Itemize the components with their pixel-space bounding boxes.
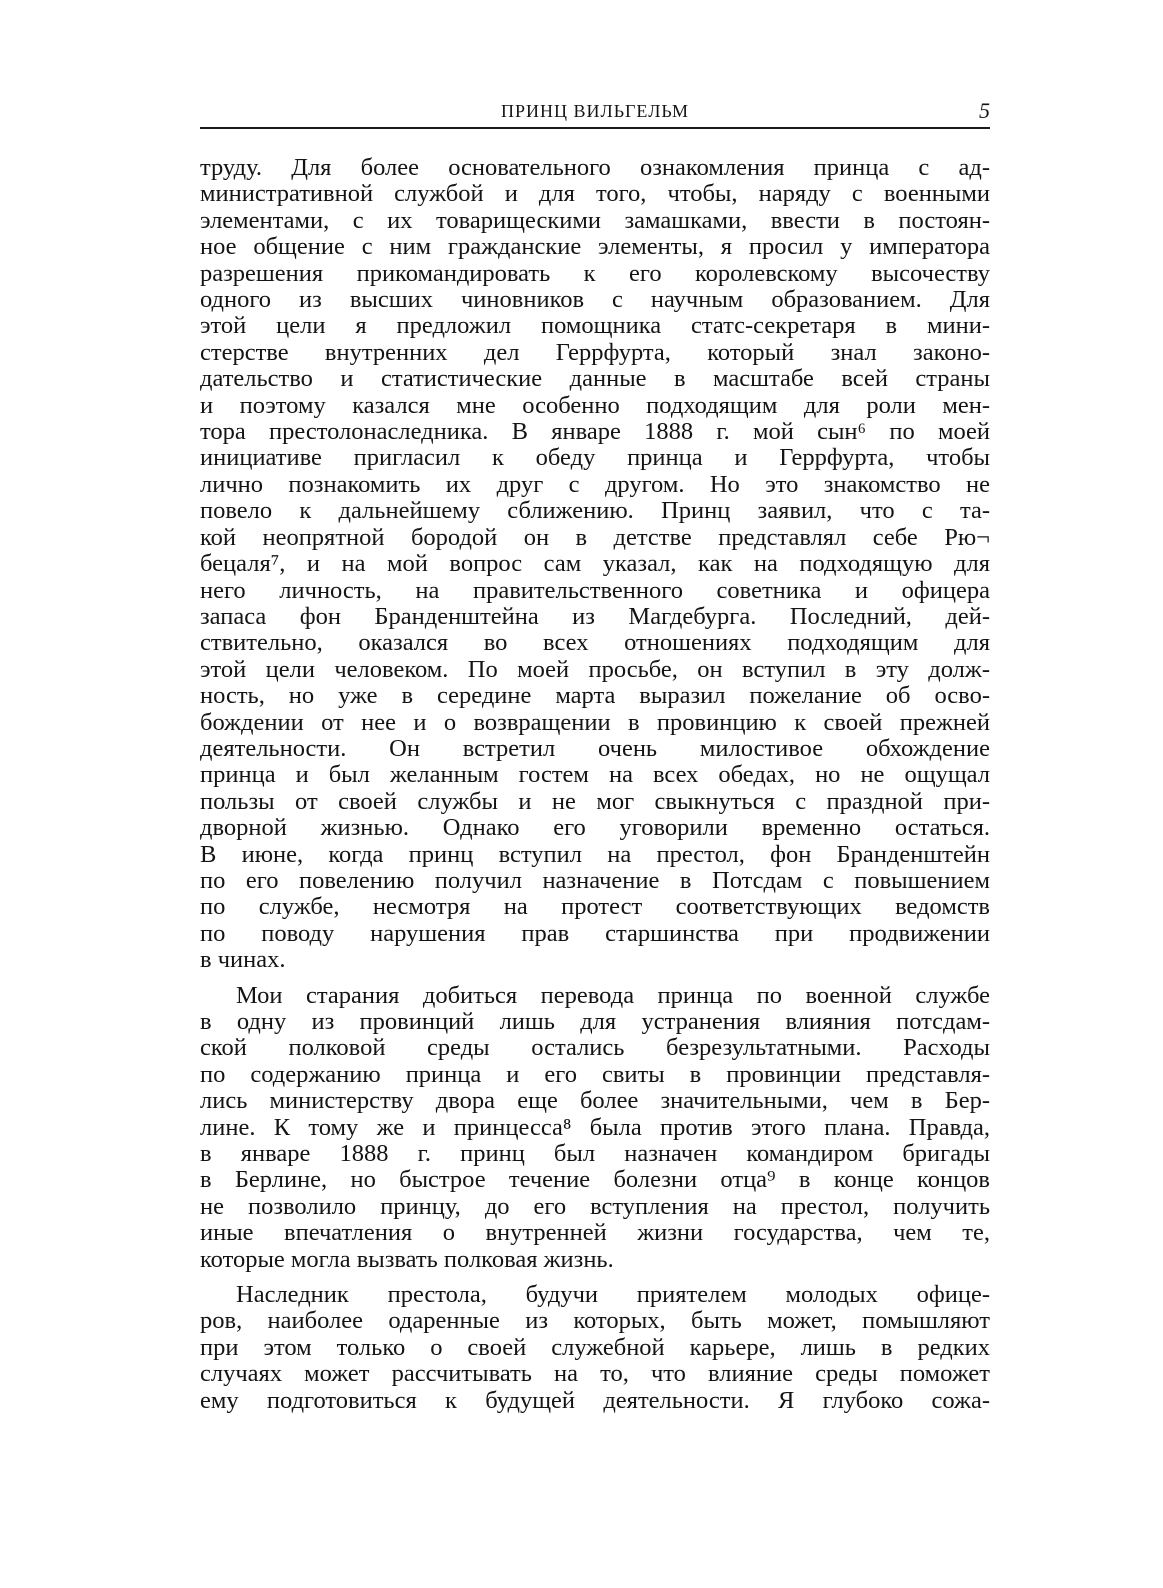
page-number: 5 (979, 98, 990, 123)
text-line: в одну из провинций лишь для устранения влияния потсдам- (200, 1008, 990, 1035)
text-line: него личность, на правительственного советника и офицера (200, 576, 990, 604)
running-title: ПРИНЦ ВИЛЬГЕЛЬМ (500, 101, 690, 121)
text-line: Мои старания добиться перевода принца по военной службе (236, 981, 990, 1009)
text-line: и поэтому казался мне особенно подходящим для роли мен- (200, 391, 990, 419)
text-line: по службе, несмотря на протест соответствующих ведомств (200, 893, 990, 921)
text-line: ное общение с ним гражданские элементы, я просил у императора (200, 233, 990, 261)
text-line: ской полковой среды остались безрезультатными. Расходы (200, 1034, 990, 1062)
text-line: ему подготовиться к будущей деятельности. Я глубоко сожа- (200, 1386, 990, 1414)
text-line: по поводу нарушения прав старшинства при продвижении (200, 919, 990, 947)
text-line: министративной службой и для того, чтобы, наряду с военными (200, 180, 990, 208)
text-line: лись министерству двора еще более значительными, чем в Бер- (200, 1087, 990, 1115)
text-line: В июне, когда принц вступил на престол, фон Бранденштейн (200, 840, 990, 868)
text-line: случаях может рассчитывать на то, что влияние среды поможет (200, 1360, 990, 1388)
header-rule (200, 127, 990, 129)
text-line: деятельности. Он встретил очень милостивое обхождение (200, 734, 990, 762)
text-line: дворной жизнью. Однако его уговорили временно остаться. (200, 814, 990, 842)
text-line: в Берлине, но быстрое течение болезни отца⁹ в конце концов (200, 1166, 990, 1194)
running-head (200, 98, 990, 128)
body-text (200, 155, 990, 1423)
text-line: этой цели я предложил помощника статс-секретаря в мини- (200, 312, 990, 340)
text-line: стерстве внутренних дел Геррфурта, который знал законо- (200, 338, 990, 366)
text-line: которые могла вызвать полковая жизнь. (200, 1245, 614, 1273)
text-line: в январе 1888 г. принц был назначен командиром бригады (200, 1140, 990, 1168)
paragraph-3 (200, 1282, 990, 1414)
paragraph-1 (200, 155, 990, 974)
text-line: ров, наиболее одаренные из которых, быть может, помышляют (200, 1307, 990, 1335)
text-line: при этом только о своей служебной карьере, лишь в редких (200, 1333, 990, 1361)
text-line: бождении от нее и о возвращении в провинцию к своей прежней (200, 708, 990, 736)
text-line: Наследник престола, будучи приятелем молодых офице- (236, 1281, 990, 1309)
paragraph-2 (200, 983, 990, 1273)
text-line: инициативе пригласил к обеду принца и Геррфурта, чтобы (200, 444, 990, 472)
text-line: одного из высших чиновников с научным образованием. Для (200, 286, 990, 314)
text-line: принца и был желанным гостем на всех обедах, но не ощущал (200, 761, 990, 789)
text-line: запаса фон Бранденштейна из Магдебурга. Последний, дей- (200, 602, 990, 630)
text-line: по его повелению получил назначение в Потсдам с повышением (200, 866, 990, 894)
text-line: элементами, с их товарищескими замашками, ввести в постоян- (200, 206, 990, 234)
text-line: по содержанию принца и его свиты в провинции представля- (200, 1060, 990, 1088)
text-line: кой неопрятной бородой он в детстве представлял себе Рю¬ (200, 523, 990, 551)
text-line: дательство и статистические данные в масштабе всей страны (200, 365, 990, 393)
text-line: иные впечатления о внутренней жизни государства, чем те, (200, 1219, 990, 1247)
text-line: пользы от своей службы и не мог свыкнуться с праздной при- (200, 787, 990, 815)
text-line: в чинах. (200, 946, 286, 974)
text-line: лично познакомить их друг с другом. Но это знакомство не (200, 470, 990, 498)
text-line: ность, но уже в середине марта выразил пожелание об осво- (200, 682, 990, 710)
text-line: бецаля⁷, и на мой вопрос сам указал, как на подходящую для (200, 550, 990, 578)
text-line: тора престолонаследника. В январе 1888 г. мой сын⁶ по моей (200, 418, 990, 446)
text-line: разрешения прикомандировать к его королевскому высочеству (200, 259, 990, 287)
text-line: ствительно, оказался во всех отношениях подходящим для (200, 629, 990, 657)
text-line: этой цели человеком. По моей просьбе, он вступил в эту долж- (200, 655, 990, 683)
text-line: повело к дальнейшему сближению. Принц заявил, что с та- (200, 497, 990, 525)
text-line: лине. К тому же и принцесса⁸ была против этого плана. Правда, (200, 1113, 990, 1141)
text-line: труду. Для более основательного ознакомления принца с ад- (200, 154, 990, 181)
text-line: не позволило принцу, до его вступления на престол, получить (200, 1192, 990, 1220)
